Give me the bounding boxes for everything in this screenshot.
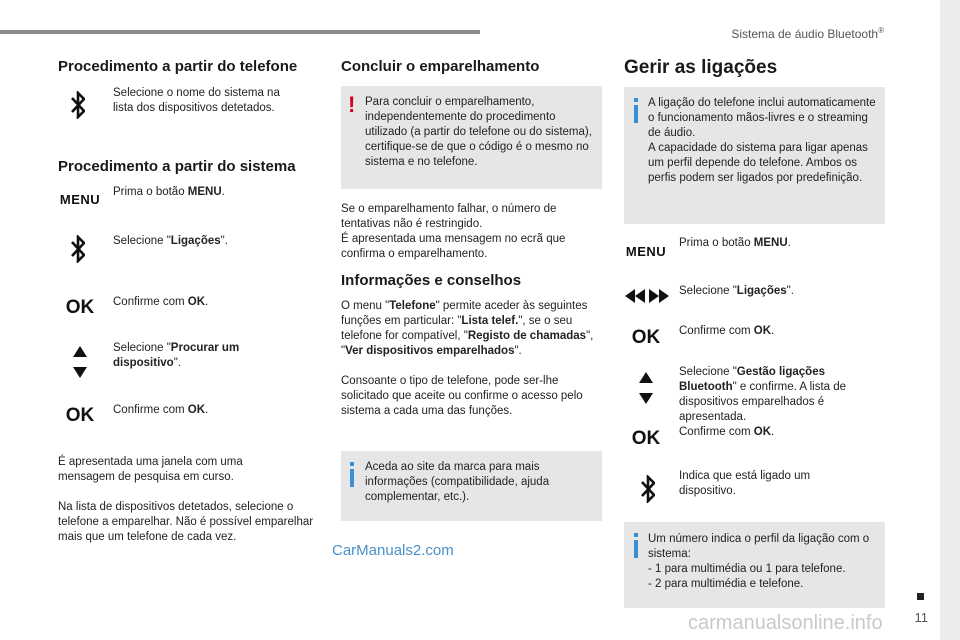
- info-profile-text: Um número indica o perfil da ligação com o sistema:: [648, 533, 870, 560]
- right-margin-bar: [940, 0, 960, 640]
- header-rule: [0, 30, 480, 34]
- info-icon: [634, 540, 638, 558]
- bluetooth-icon: [66, 88, 90, 122]
- warning-text: Para concluir o emparelhamento, independentemente do procedimento utilizado (a partir do telefone ou do sistema), certifique-se de que o código é o mesmo no sistema e no telefone.: [365, 96, 592, 168]
- select-phone-paragraph: Na lista de dispositivos detetados, selecione o telefone a emparelhar. Não é possível emparelhar mais que um telefone de cada vez.: [58, 501, 314, 543]
- info-profile-item-2: - 2 para multimédia e telefone.: [648, 578, 804, 590]
- heading-phone-procedure: Procedimento a partir do telefone: [58, 58, 298, 75]
- phone-type-paragraph: Consoante o tipo de telefone, pode ser-lhe solicitado que aceite ou confirme o acesso pelo sistema a cada uma das funções.: [341, 375, 583, 417]
- page-number: 11: [914, 610, 928, 625]
- pairing-fail-paragraph: Se o emparelhamento falhar, o número de tentativas não é restringido.: [341, 203, 557, 230]
- info-icon: [634, 105, 638, 123]
- manage-step-3: Confirme com OK.: [679, 325, 775, 337]
- menu-button-icon: MENU: [625, 243, 667, 259]
- heading-manage-connections: Gerir as ligações: [624, 57, 778, 78]
- info-box-site: [341, 451, 602, 521]
- ok-button-icon: OK: [65, 405, 95, 426]
- ok-button-icon: OK: [65, 297, 95, 318]
- system-step-3: Confirme com OK.: [113, 296, 209, 308]
- bluetooth-icon: [636, 472, 660, 506]
- heading-system-procedure: Procedimento a partir do sistema: [58, 158, 296, 175]
- up-down-arrows-icon: [636, 370, 656, 406]
- info-box-connections: [624, 87, 885, 224]
- menu-button-icon: MENU: [59, 191, 101, 207]
- info-box-profile: [624, 522, 885, 608]
- manage-step-2: Selecione "Ligações".: [679, 285, 794, 297]
- phone-step-text: Selecione o nome do sistema na lista dos dispositivos detetados.: [113, 87, 280, 114]
- left-right-arrows-icon: [624, 286, 670, 306]
- manage-step-5: Confirme com OK.: [679, 426, 775, 438]
- info-profile-item-1: - 1 para multimédia ou 1 para telefone.: [648, 563, 846, 575]
- manage-step-6: Indica que está ligado um dispositivo.: [679, 470, 811, 497]
- system-step-5: Confirme com OK.: [113, 404, 209, 416]
- warning-exclamation-icon: !: [348, 92, 356, 117]
- system-step-1: Prima o botão MENU.: [113, 186, 225, 198]
- up-down-arrows-icon: [70, 344, 90, 380]
- search-message-paragraph: É apresentada uma janela com uma mensagem de pesquisa em curso.: [58, 456, 243, 483]
- phone-menu-paragraph: O menu "Telefone" permite aceder às seguintes funções em particular: "Lista telef.", se o seu telefone for compatível, "Registo de chamadas", "Ver dispositivos emparelhados".: [341, 300, 594, 357]
- page-marker-square: [917, 593, 924, 600]
- manage-step-4: Selecione "Gestão ligações Bluetooth" e confirme. A lista de dispositivos emparelhados é apresentada.: [679, 366, 847, 423]
- info-profiles-text: A capacidade do sistema para ligar apenas um perfil depende do telefone. Ambos os perfis podem ser ligados por predefinição.: [648, 142, 868, 184]
- pairing-confirm-paragraph: É apresentada uma mensagem no ecrã que confirma o emparelhamento.: [341, 233, 566, 260]
- page-header: Sistema de áudio Bluetooth®: [731, 26, 884, 41]
- manage-step-1: Prima o botão MENU.: [679, 237, 791, 249]
- system-step-2: Selecione "Ligações".: [113, 235, 228, 247]
- warning-box: [341, 86, 602, 189]
- info-icon: [350, 469, 354, 487]
- bluetooth-icon: [66, 232, 90, 266]
- system-step-4: Selecione "Procurar um dispositivo".: [113, 342, 240, 369]
- watermark-carmanualsonline: carmanualsonline.info: [688, 612, 883, 634]
- heading-conclude-pairing: Concluir o emparelhamento: [341, 58, 540, 75]
- heading-info-advice: Informações e conselhos: [341, 272, 522, 289]
- watermark-carmanuals2: CarManuals2.com: [332, 542, 454, 559]
- info-site-text: Aceda ao site da marca para mais informações (compatibilidade, ajuda complementar, etc.).: [365, 461, 550, 503]
- ok-button-icon: OK: [631, 428, 661, 449]
- ok-button-icon: OK: [631, 327, 661, 348]
- info-connections-text: A ligação do telefone inclui automaticamente o funcionamento mãos-livres e o streaming de áudio.: [648, 97, 876, 139]
